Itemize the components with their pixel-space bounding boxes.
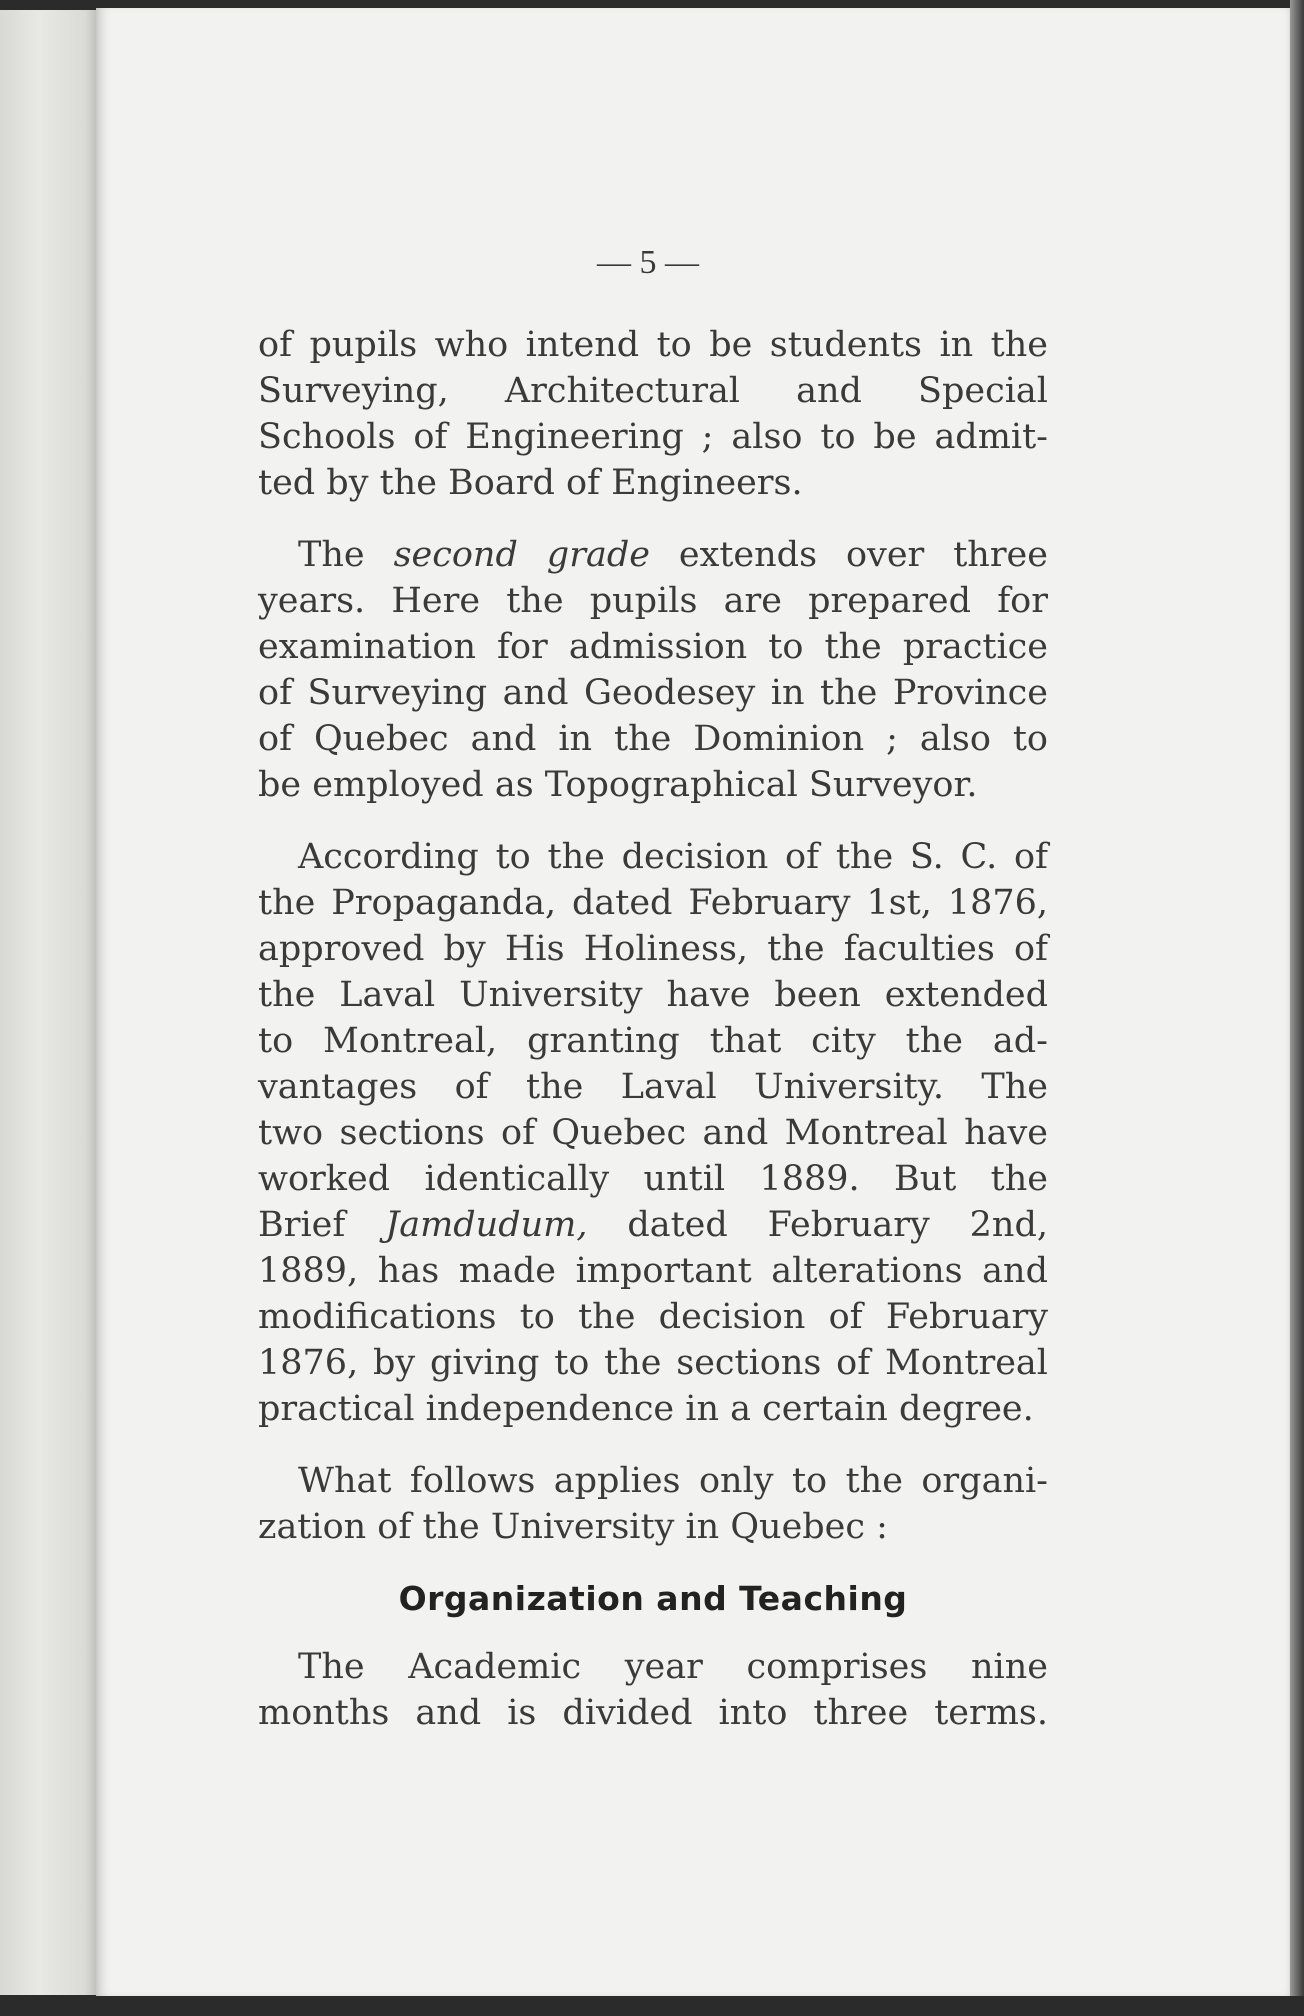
text-line: of Surveying and Geodesey in the Province — [258, 673, 1048, 713]
text-line: of Quebec and in the Dominion ; also to — [258, 719, 1048, 759]
italic-term: Jamdudum, — [385, 1205, 588, 1245]
paragraph-5 — [258, 1644, 1048, 1736]
text-line: The Academic year comprises nine — [298, 1647, 1048, 1687]
text-line: to Montreal, granting that city the ad- — [258, 1021, 1048, 1061]
text-line: the Laval University have been extended — [258, 975, 1048, 1015]
paragraph-4 — [258, 1458, 1048, 1550]
page-right-edge — [1290, 0, 1304, 2016]
text-line: zation of the University in Quebec : — [258, 1507, 888, 1547]
facing-page-edge — [0, 10, 100, 1995]
text-line: vantages of the Laval University. The — [258, 1067, 1048, 1107]
text-line: two sections of Quebec and Montreal have — [258, 1113, 1048, 1153]
text-line: What follows applies only to the organi- — [298, 1461, 1048, 1501]
page-number: — 5 — — [597, 244, 699, 281]
text-line: ted by the Board of Engineers. — [258, 463, 803, 503]
text-line: examination for admission to the practice — [258, 627, 1048, 667]
text-run: Brief — [258, 1205, 386, 1245]
paragraph-3 — [258, 834, 1048, 1432]
text-line: approved by His Holiness, the faculties of — [258, 929, 1048, 969]
text-line: worked identically until 1889. But the — [258, 1159, 1048, 1199]
text-line: Schools of Engineering ; also to be admit- — [258, 417, 1048, 457]
text-line: months and is divided into three terms. — [258, 1693, 1048, 1733]
text-run: The — [298, 535, 394, 575]
text-line: years. Here the pupils are prepared for — [258, 581, 1048, 621]
italic-term: second grade — [393, 535, 650, 575]
paragraph-1 — [258, 322, 1048, 506]
text-line: 1876, by giving to the sections of Montreal — [258, 1343, 1048, 1383]
section-heading: Organization and Teaching — [398, 1579, 908, 1618]
text-line: of pupils who intend to be students in the — [258, 325, 1048, 365]
text-run: dated February 2nd, — [587, 1205, 1049, 1245]
paragraph-2 — [258, 532, 1048, 808]
text-line: 1889, has made important alterations and — [258, 1251, 1048, 1291]
text-line: Surveying, Architectural and Special — [258, 371, 1048, 411]
body-text — [258, 322, 1048, 1762]
text-line: the Propaganda, dated February 1st, 1876, — [258, 883, 1048, 923]
text-line: According to the decision of the S. C. of — [298, 837, 1048, 877]
text-line — [258, 1202, 1048, 1248]
page-bottom-edge — [0, 1996, 1304, 2016]
text-line: be employed as Topographical Surveyor. — [258, 765, 978, 805]
text-line — [258, 532, 1048, 578]
text-line: practical independence in a certain degree. — [258, 1389, 1034, 1429]
text-line: modifications to the decision of February — [258, 1297, 1048, 1337]
text-run: extends over three — [649, 535, 1048, 575]
